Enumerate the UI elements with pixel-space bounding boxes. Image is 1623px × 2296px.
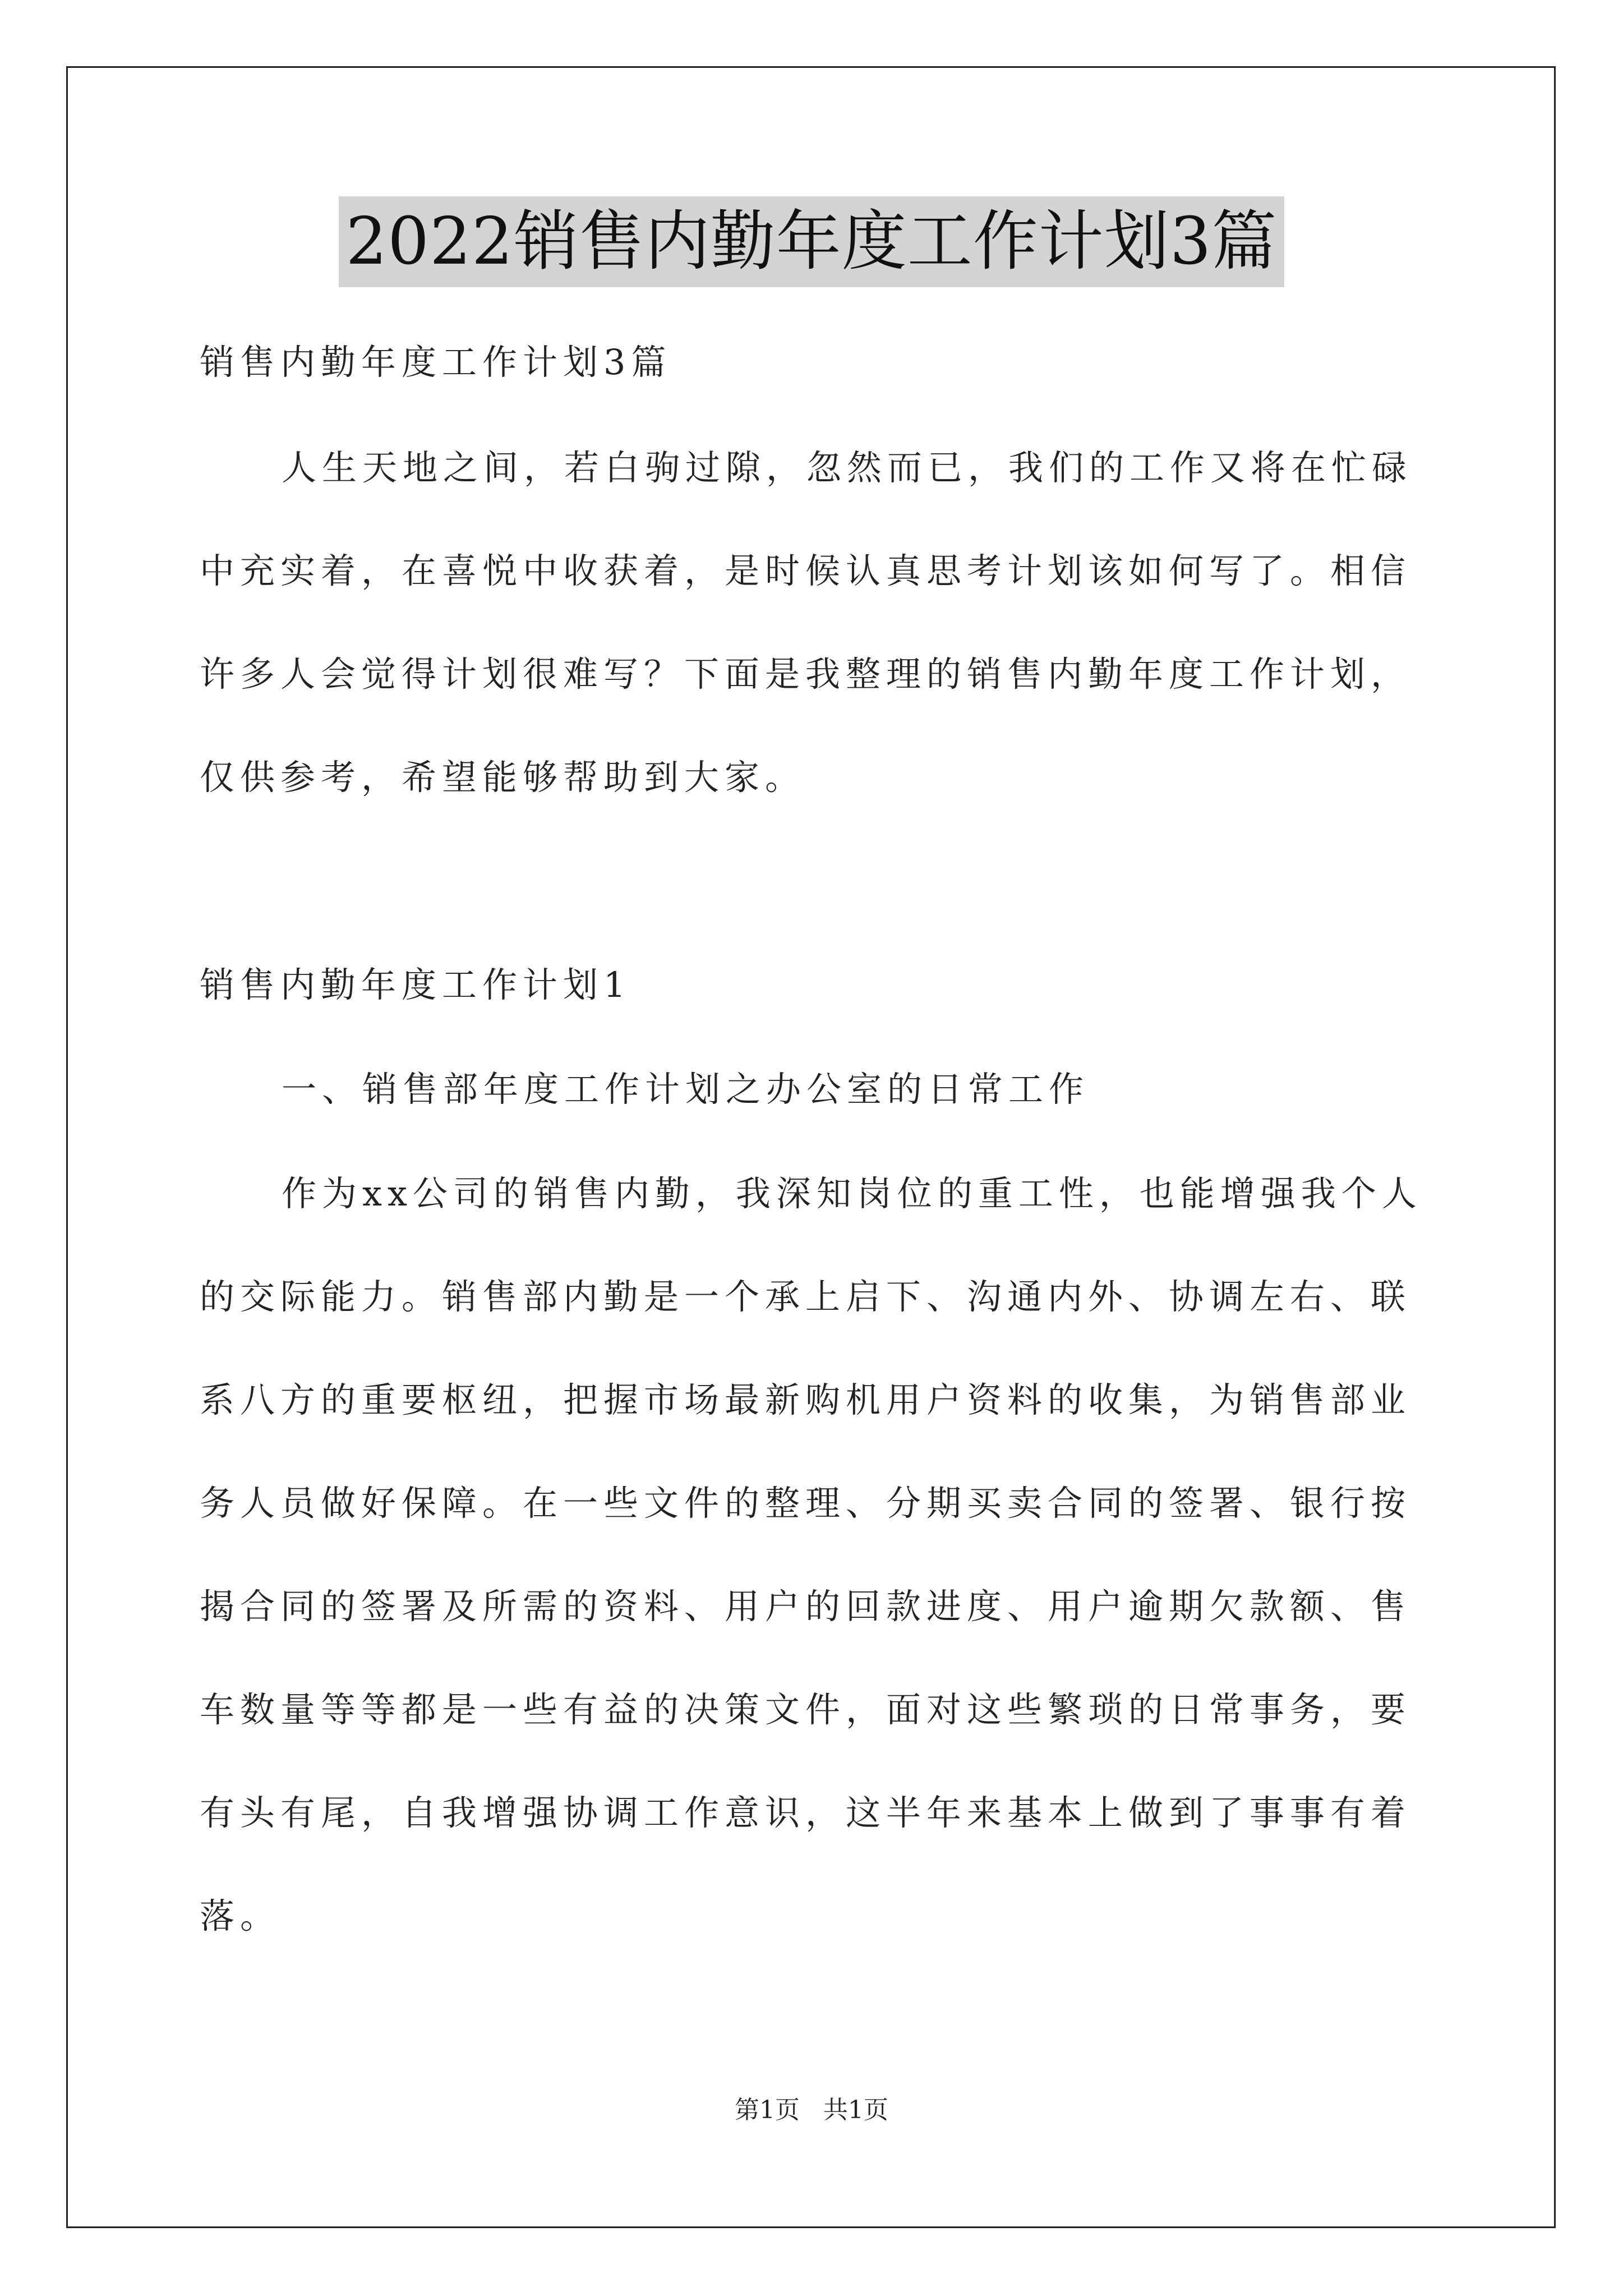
body-line: 落。 <box>200 1895 281 1936</box>
body-line: 的交际能力。销售部内勤是一个承上启下、沟通内外、协调左右、联 <box>200 1276 1412 1317</box>
intro-line: 许多人会觉得计划很难写？下面是我整理的销售内勤年度工作计划， <box>200 654 1412 694</box>
body-line: 系八方的重要枢纽，把握市场最新购机用户资料的收集，为销售部业 <box>200 1379 1412 1420</box>
intro-line: 人生天地之间，若白驹过隙，忽然而已，我们的工作又将在忙碌 <box>282 447 1413 488</box>
section-heading: 销售内勤年度工作计划1 <box>200 964 631 1005</box>
body-line: 作为xx公司的销售内勤，我深知岗位的重工性，也能增强我个人 <box>282 1173 1422 1214</box>
document-subtitle: 销售内勤年度工作计划3篇 <box>200 342 672 383</box>
section-subheading: 一、销售部年度工作计划之办公室的日常工作 <box>282 1069 1090 1110</box>
body-line: 车数量等等都是一些有益的决策文件，面对这些繁琐的日常事务，要 <box>200 1689 1412 1730</box>
intro-line: 中充实着，在喜悦中收获着，是时候认真思考计划该如何写了。相信 <box>200 550 1412 591</box>
body-paragraph <box>200 1142 1428 1968</box>
document-body <box>200 311 1428 2078</box>
body-line: 揭合同的签署及所需的资料、用户的回款进度、用户逾期欠款额、售 <box>200 1586 1412 1627</box>
body-line: 有头有尾，自我增强协调工作意识，这半年来基本上做到了事事有着 <box>200 1792 1412 1833</box>
intro-line: 仅供参考，希望能够帮助到大家。 <box>200 757 806 798</box>
title-container <box>0 196 1623 287</box>
document-title: 2022销售内勤年度工作计划3篇 <box>339 196 1284 287</box>
intro-paragraph <box>200 416 1428 829</box>
body-line: 务人员做好保障。在一些文件的整理、分期买卖合同的签署、银行按 <box>200 1483 1412 1524</box>
page-number-footer: 第1页 共1页 <box>735 2096 888 2124</box>
